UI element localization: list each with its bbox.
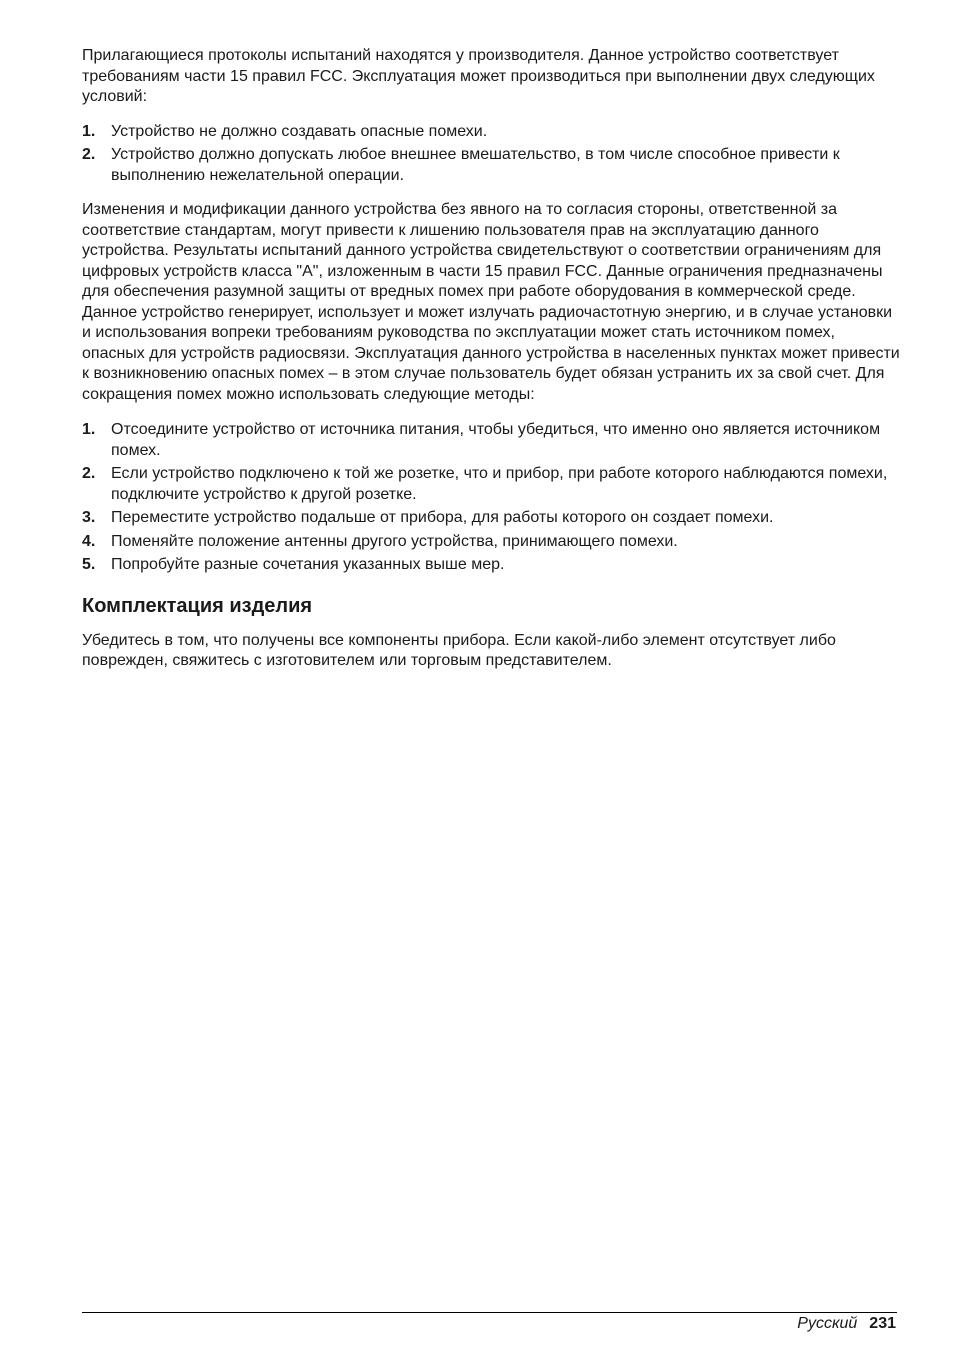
list-number: 5. [82, 556, 96, 573]
list-number: 1. [82, 122, 96, 140]
modifications-paragraph: Изменения и модификации данного устройства без явного на то согласия стороны, ответственной за соответствие стандартам, могут привести к лишению пользователя прав на эксплуатацию данного устройства. Результаты испытаний данного устройства свидетельствуют о соответствии ограничениям для цифровых устройств класса "A", изложенным в части 15 правил FCC. Данные ограничения предназначены для обеспечения разумной защиты от вредных помех при работе оборудования в коммерческой среде. Данное устройство генерирует, использует и может излучать радиочастотную энергию, и в случае установки и использования вопреки требованиям руководства по эксплуатации может стать источником помех, опасных для устройств радиосвязи. Эксплуатация данного устройства в населенных пунктах может привести к возникновению опасных помех – в этом случае пользователь будет обязан устранить их за свой счет. Для сокращения помех можно использовать следующие методы: [82, 201, 900, 403]
list-item [82, 555, 900, 576]
footer-language: Русский [797, 1315, 858, 1332]
list-item-text: Устройство должно допускать любое внешнее вмешательство, в том числе способное привести к выполнению нежелательной операции. [111, 146, 840, 184]
section-heading: Комплектация изделия [82, 594, 313, 617]
document-page [82, 46, 900, 672]
list-number: 4. [82, 532, 96, 550]
list-number: 2. [82, 465, 96, 482]
list-item [82, 464, 900, 505]
list-item-text: Попробуйте разные сочетания указанных выше мер. [111, 556, 505, 573]
list-item-text: Устройство не должно создавать опасные помехи. [111, 122, 488, 140]
methods-list [82, 420, 900, 576]
list-item [82, 122, 900, 143]
list-number: 1. [82, 421, 96, 438]
list-item-text: Если устройство подключено к той же розетке, что и прибор, при работе которого наблюдаются помехи, подключите устройство к другой розетке. [111, 465, 888, 503]
list-item [82, 532, 900, 553]
list-item-text: Отсоедините устройство от источника питания, чтобы убедиться, что именно оно является источником помех. [111, 421, 881, 459]
list-item [82, 420, 900, 461]
list-number: 2. [82, 146, 96, 163]
list-item [82, 508, 900, 529]
page-number: 231 [869, 1315, 896, 1332]
section-paragraph: Убедитесь в том, что получены все компоненты прибора. Если какой-либо элемент отсутствует либо поврежден, свяжитесь с изготовителем или торговым представителем. [82, 631, 836, 669]
conditions-list [82, 122, 900, 187]
footer-divider [82, 1312, 897, 1313]
intro-paragraph: Прилагающиеся протоколы испытаний находятся у производителя. Данное устройство соответствует требованиям части 15 правил FCC. Эксплуатация может производиться при выполнении двух следующих условий: [82, 47, 875, 105]
list-item [82, 145, 900, 186]
page-footer [797, 1314, 896, 1334]
list-item-text: Переместите устройство подальше от прибора, для работы которого он создает помехи. [111, 509, 774, 526]
list-number: 3. [82, 509, 96, 526]
list-item-text: Поменяйте положение антенны другого устройства, принимающего помехи. [111, 532, 678, 550]
